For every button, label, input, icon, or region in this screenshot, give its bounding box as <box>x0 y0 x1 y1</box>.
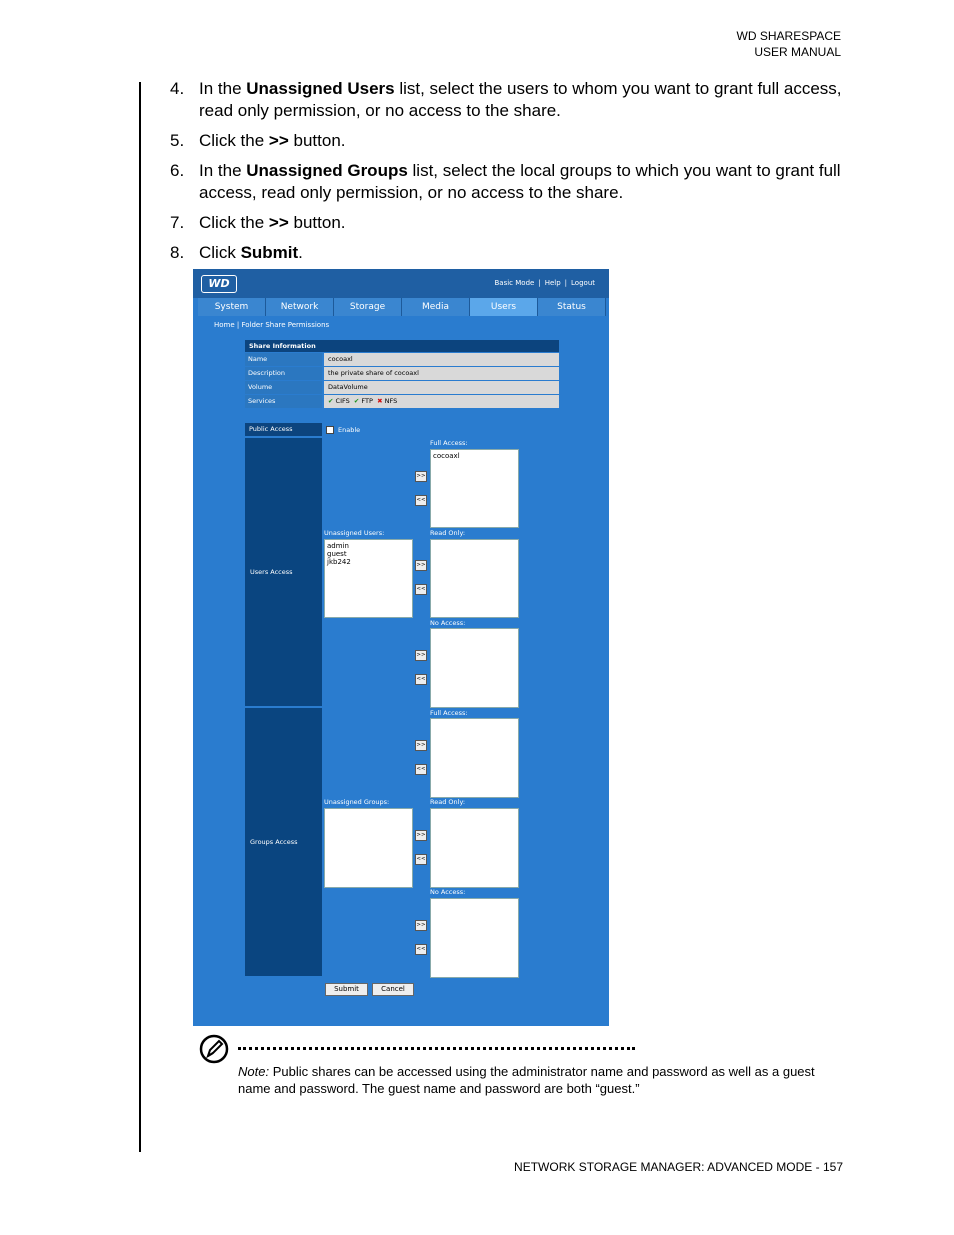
users-full-remove-button[interactable]: << <box>415 495 427 506</box>
margin-rule <box>139 82 141 1152</box>
step-text: Click the <box>199 131 269 150</box>
folder-share-permissions-screenshot <box>193 269 609 1026</box>
tab-network[interactable]: Network <box>266 298 334 316</box>
services-row <box>245 395 559 408</box>
enable-public-access[interactable] <box>326 426 360 434</box>
step-text: Click <box>199 243 241 262</box>
step-7 <box>170 212 850 234</box>
groups-no-remove-button[interactable]: << <box>415 944 427 955</box>
description-row <box>245 367 559 380</box>
users-read-only-label: Read Only: <box>430 529 466 537</box>
groups-read-only-label: Read Only: <box>430 798 466 806</box>
users-access-label: Users Access <box>250 568 293 576</box>
step-5 <box>170 130 850 152</box>
top-bar <box>193 269 609 298</box>
cross-icon: ✖ <box>377 397 383 405</box>
list-item[interactable]: cocoaxl <box>433 452 460 460</box>
note-paragraph <box>238 1063 838 1097</box>
ftp-label: FTP <box>361 397 373 405</box>
check-icon: ✔ <box>353 397 360 405</box>
unassigned-groups-label: Unassigned Groups: <box>324 798 390 806</box>
note-label: Note: <box>238 1064 270 1079</box>
volume-value: DataVolume <box>324 381 559 394</box>
step-4 <box>170 78 850 122</box>
header-line-1: WD SHARESPACE <box>736 29 841 43</box>
groups-read-only-list[interactable] <box>430 808 519 888</box>
users-no-access-label: No Access: <box>430 619 466 627</box>
step-text: list, select the local groups to which you want to grant full access, read only permission, or no access to the share. <box>199 161 841 202</box>
groups-full-access-label: Full Access: <box>430 709 468 717</box>
users-no-access-list[interactable] <box>430 628 519 708</box>
users-read-remove-button[interactable]: << <box>415 584 427 595</box>
enable-label: Enable <box>338 426 361 434</box>
users-read-only-list[interactable] <box>430 539 519 618</box>
basic-mode-link[interactable]: Basic Mode <box>494 279 535 287</box>
share-information-table <box>245 340 559 408</box>
groups-no-add-button[interactable]: >> <box>415 920 427 931</box>
step-number: 8. <box>170 243 185 262</box>
name-label: Name <box>245 353 322 366</box>
tab-users[interactable]: Users <box>470 298 538 316</box>
groups-access-block <box>245 708 322 976</box>
step-text: list, select the users to whom you want to grant full access, read only permission, or no access to the share. <box>199 79 842 120</box>
unassigned-groups-list[interactable] <box>324 808 413 888</box>
users-read-add-button[interactable]: >> <box>415 560 427 571</box>
submit-button[interactable]: Submit <box>325 983 368 996</box>
public-access-label: Public Access <box>245 423 322 436</box>
note-divider <box>238 1047 635 1050</box>
step-bold: Unassigned Groups <box>246 161 408 180</box>
step-number: 6. <box>170 161 185 180</box>
breadcrumb[interactable]: Home | Folder Share Permissions <box>214 321 330 329</box>
unassigned-users-label: Unassigned Users: <box>324 529 385 537</box>
header-line-2: USER MANUAL <box>754 45 841 59</box>
step-number: 7. <box>170 213 185 232</box>
cifs-label: CIFS <box>335 397 350 405</box>
unassigned-users-list[interactable] <box>324 539 413 618</box>
services-value <box>324 395 559 408</box>
users-no-add-button[interactable]: >> <box>415 650 427 661</box>
step-6 <box>170 160 850 204</box>
note-pencil-icon <box>199 1034 229 1064</box>
main-tabs <box>198 298 606 316</box>
description-label: Description <box>245 367 322 380</box>
cancel-button[interactable]: Cancel <box>372 983 414 996</box>
page-footer: NETWORK STORAGE MANAGER: ADVANCED MODE - 157 <box>514 1160 843 1174</box>
groups-no-access-label: No Access: <box>430 888 466 896</box>
description-value: the private share of cocoaxl <box>324 367 559 380</box>
step-bold: >> <box>268 131 289 150</box>
top-links: Basic Mode | Help | Logout <box>494 279 595 287</box>
step-text: button. <box>288 213 346 232</box>
volume-label: Volume <box>245 381 322 394</box>
running-header <box>737 28 841 60</box>
users-no-remove-button[interactable]: << <box>415 674 427 685</box>
list-item[interactable]: jkb242 <box>327 558 351 566</box>
step-text: . <box>298 243 303 262</box>
groups-full-access-list[interactable] <box>430 718 519 798</box>
step-bold: Submit <box>240 243 299 262</box>
groups-no-access-list[interactable] <box>430 898 519 978</box>
tab-status[interactable]: Status <box>538 298 606 316</box>
tab-media[interactable]: Media <box>402 298 470 316</box>
step-text: In the <box>199 161 247 180</box>
step-text: button. <box>288 131 346 150</box>
tab-storage[interactable]: Storage <box>334 298 402 316</box>
logout-link[interactable]: Logout <box>571 279 595 287</box>
wd-logo: WD <box>201 275 237 293</box>
groups-access-label: Groups Access <box>250 838 298 846</box>
enable-checkbox[interactable] <box>326 426 334 434</box>
nfs-label: NFS <box>384 397 398 405</box>
check-icon: ✔ <box>328 397 334 405</box>
step-number: 4. <box>170 79 185 98</box>
help-link[interactable]: Help <box>544 279 561 287</box>
list-item[interactable]: admin <box>327 542 349 550</box>
users-full-add-button[interactable]: >> <box>415 471 427 482</box>
users-access-block <box>245 438 322 706</box>
share-info-heading: Share Information <box>245 340 559 352</box>
step-8 <box>170 242 850 264</box>
volume-row <box>245 381 559 394</box>
step-text: Click the <box>199 213 269 232</box>
groups-read-remove-button[interactable]: << <box>415 854 427 865</box>
groups-read-add-button[interactable]: >> <box>415 830 427 841</box>
list-item[interactable]: guest <box>327 550 347 558</box>
step-text: In the <box>199 79 247 98</box>
services-label: Services <box>245 395 322 408</box>
name-value: cocoaxl <box>324 353 559 366</box>
step-bold: Unassigned Users <box>246 79 395 98</box>
groups-full-remove-button[interactable]: << <box>415 764 427 775</box>
step-bold: >> <box>268 213 289 232</box>
step-number: 5. <box>170 131 185 150</box>
name-row <box>245 353 559 366</box>
tab-system[interactable]: System <box>198 298 266 316</box>
groups-full-add-button[interactable]: >> <box>415 740 427 751</box>
users-full-access-label: Full Access: <box>430 439 468 447</box>
users-full-access-list[interactable] <box>430 449 519 528</box>
step-list <box>170 78 850 272</box>
note-text: Public shares can be accessed using the administrator name and password as well as a guest name and password. The guest name and password are both “guest.” <box>238 1064 815 1096</box>
